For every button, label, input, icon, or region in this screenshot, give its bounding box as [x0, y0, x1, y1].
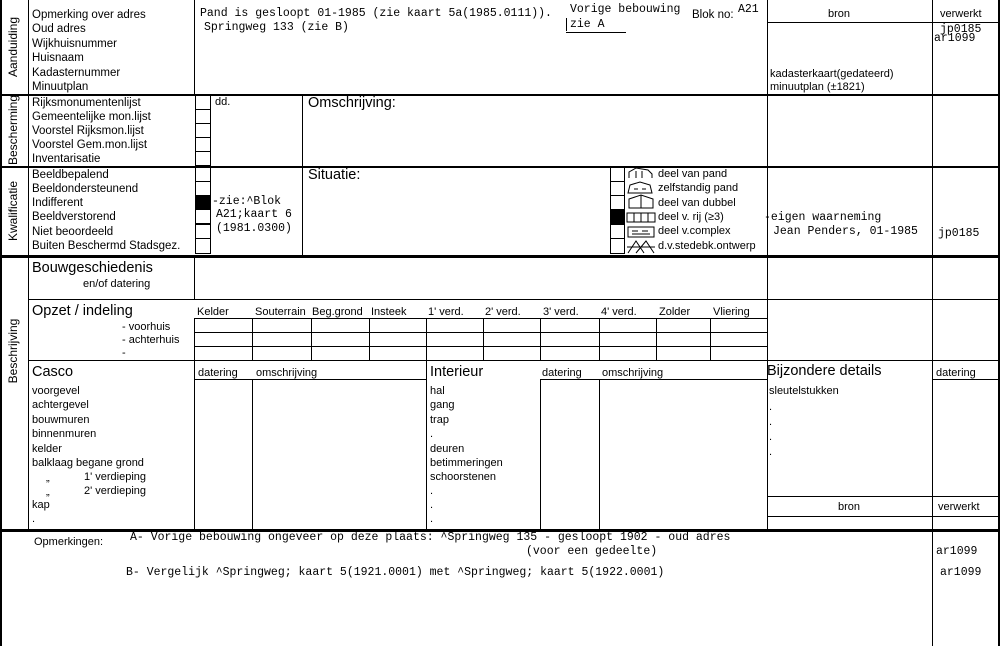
label-opmerking-adres: Opmerking over adres: [32, 9, 146, 21]
interieur-hal: hal: [430, 385, 445, 397]
casco-1-verdieping: 1' verdieping: [84, 471, 147, 483]
bron-kadasterkaart: kadasterkaart(gedateerd): [770, 68, 894, 80]
checkbox-voorstel-rijksmon[interactable]: [195, 123, 211, 138]
casco-ditto-1: „: [46, 472, 50, 484]
bijzondere-dot-2: .: [769, 416, 773, 428]
aanduiding-line2: Springweg 133 (zie B): [204, 21, 349, 34]
opzet-col-zolder: Zolder: [659, 306, 691, 318]
checkbox-voorstel-gem[interactable]: [195, 137, 211, 152]
opzet-row-achterhuis: - achterhuis: [122, 334, 180, 346]
interieur-omschrijving-header: omschrijving: [602, 367, 664, 379]
bijzondere-title: Bijzondere details: [767, 363, 882, 379]
urban-plan-icon: [627, 241, 655, 253]
interieur-dot-3: .: [430, 499, 434, 511]
interieur-dot-1: .: [430, 428, 434, 440]
opmerking-code-1: ar1099: [936, 545, 978, 558]
house-part-icon: [629, 168, 652, 178]
interieur-datering-header: datering: [542, 367, 582, 379]
dd-label: dd.: [215, 96, 231, 108]
label-gemeentelijke: Gemeentelijke mon.lijst: [32, 111, 151, 123]
aanduiding-line1: Pand is gesloopt 01-1985 (zie kaart 5a(1985.0111)).: [200, 7, 552, 20]
opmerking-a-line2: (voor een gedeelte): [526, 545, 658, 558]
opzet-col-kelder: Kelder: [197, 306, 229, 318]
omschrijving-label: Omschrijving:: [308, 95, 396, 111]
label-voorstel-gem: Voorstel Gem.mon.lijst: [32, 139, 148, 151]
bijzondere-datering-header: datering: [936, 367, 976, 379]
checkbox-gemeentelijke[interactable]: [195, 109, 211, 124]
label-rijksmonumentenlijst: Rijksmonumentenlijst: [32, 97, 141, 109]
checkbox-zelfstandig-pand[interactable]: [610, 181, 625, 196]
label-beeldbepalend: Beeldbepalend: [32, 169, 109, 181]
opmerking-code-2: ar1099: [940, 566, 982, 579]
section-label-beschrijving: Beschrijving: [6, 318, 20, 384]
situatie-deel-van-pand: deel van pand: [658, 168, 728, 180]
house-complex-icon: [628, 227, 654, 237]
opzet-col-vliering: Vliering: [713, 306, 750, 318]
situatie-deel-van-dubbel: deel van dubbel: [658, 197, 736, 209]
opmerking-a-line1: A- Vorige bebouwing ongeveer op deze plaats: ^Springweg 135 - gesloopt 1902 - oud adres: [130, 531, 731, 544]
bijzondere-sleutelstukken: sleutelstukken: [769, 385, 839, 397]
opmerkingen-label: Opmerkingen:: [34, 536, 104, 548]
label-beeldverstorend: Beeldverstorend: [32, 211, 116, 223]
casco-binnenmuren: binnenmuren: [32, 428, 97, 440]
bron-header: bron: [828, 8, 851, 20]
bouwgeschiedenis-title: Bouwgeschiedenis: [32, 260, 153, 276]
bijzondere-dot-4: .: [769, 446, 773, 458]
interieur-dot-2: .: [430, 485, 434, 497]
checkbox-rijksmonumentenlijst[interactable]: [195, 95, 211, 110]
interieur-title: Interieur: [430, 364, 484, 380]
situatie-stedebk-ontwerp: d.v.stedebk.ontwerp: [658, 240, 756, 252]
casco-title: Casco: [32, 364, 74, 380]
situatie-deel-v-rij: deel v. rij (≥3): [658, 211, 724, 223]
checkbox-beeldverstorend[interactable]: [195, 209, 211, 224]
aanduiding-line1b: Vorige bebouwing: [570, 3, 681, 16]
label-buiten-beschermd: Buiten Beschermd Stadsgez.: [32, 240, 181, 252]
checkbox-inventarisatie[interactable]: [195, 151, 211, 166]
opzet-col-3-verd: 3' verd.: [543, 306, 579, 318]
situatie-icons: [626, 167, 656, 255]
situatie-label: Situatie:: [308, 167, 361, 183]
bijzondere-dot-1: .: [769, 401, 773, 413]
interieur-deuren: deuren: [430, 443, 465, 455]
kwal-note-2: A21;kaart 6: [216, 208, 292, 221]
checkbox-beeldbepalend[interactable]: [195, 167, 211, 182]
label-niet-beoordeeld: Niet beoordeeld: [32, 226, 114, 238]
situatie-zelfstandig-pand: zelfstandig pand: [658, 182, 739, 194]
opzet-title: Opzet / indeling: [32, 303, 133, 319]
house-double-icon: [629, 195, 653, 208]
opzet-col-souterrain: Souterrain: [255, 306, 306, 318]
section-label-aanduiding: Aanduiding: [6, 16, 20, 78]
verwerkt-code-1: jp0185: [940, 23, 982, 36]
casco-2-verdieping: 2' verdieping: [84, 485, 147, 497]
casco-achtergevel: achtergevel: [32, 399, 89, 411]
blok-value: A21: [738, 3, 759, 16]
casco-omschrijving-header: omschrijving: [256, 367, 318, 379]
aanduiding-zie-a: zie A: [566, 18, 605, 31]
label-wijkhuisnummer: Wijkhuisnummer: [32, 38, 117, 50]
opzet-col-2-verd: 2' verd.: [485, 306, 521, 318]
label-indifferent: Indifferent: [32, 197, 83, 209]
eigen-waarneming: -eigen waarneming: [764, 211, 882, 224]
label-minuutplan: Minuutplan: [32, 81, 89, 93]
checkbox-deel-v-complex[interactable]: [610, 224, 625, 239]
checkbox-buiten-beschermd[interactable]: [195, 238, 211, 254]
checkbox-niet-beoordeeld[interactable]: [195, 224, 211, 239]
casco-datering-header: datering: [198, 367, 238, 379]
section-label-bescherming: Bescherming: [6, 94, 20, 166]
verwerkt-header: verwerkt: [940, 8, 982, 20]
checkbox-deel-van-dubbel[interactable]: [610, 195, 625, 210]
eigen-code: jp0185: [938, 227, 980, 240]
opzet-col-beg-grond: Beg.grond: [312, 306, 363, 318]
kwal-note-3: (1981.0300): [216, 222, 292, 235]
blok-label: Blok no:: [692, 9, 734, 21]
checkbox-beeldondersteunend[interactable]: [195, 181, 211, 196]
checkbox-deel-v-rij-checked[interactable]: [610, 209, 625, 224]
house-row-icon: [627, 213, 655, 222]
checkbox-deel-van-pand[interactable]: [610, 167, 625, 182]
label-voorstel-rijksmon: Voorstel Rijksmon.lijst: [32, 125, 144, 137]
interieur-schoorstenen: schoorstenen: [430, 471, 497, 483]
casco-bouwmuren: bouwmuren: [32, 414, 90, 426]
label-oud-adres: Oud adres: [32, 23, 86, 35]
interieur-dot-4: .: [430, 513, 434, 525]
section-label-kwalificatie: Kwalificatie: [6, 180, 20, 242]
interieur-gang: gang: [430, 399, 455, 411]
opzet-col-insteek: Insteek: [371, 306, 407, 318]
bouwgeschiedenis-sub: en/of datering: [83, 278, 151, 290]
opzet-row-voorhuis: - voorhuis: [122, 321, 171, 333]
casco-balklaag: balklaag begane grond: [32, 457, 144, 469]
kwal-note-1: -zie:^Blok: [212, 195, 282, 208]
bron-header-2: bron: [838, 501, 861, 513]
checkbox-stedebk-ontwerp[interactable]: [610, 238, 625, 254]
casco-ditto-2: „: [46, 486, 50, 498]
label-inventarisatie: Inventarisatie: [32, 153, 101, 165]
casco-kap: kap: [32, 499, 50, 511]
opzet-col-1-verd: 1' verd.: [428, 306, 464, 318]
situatie-deel-v-complex: deel v.complex: [658, 225, 731, 237]
verwerkt-header-2: verwerkt: [938, 501, 980, 513]
bron-minuutplan: minuutplan (±1821): [770, 81, 865, 93]
verwerkt-code-2: ar1099: [934, 32, 976, 45]
opzet-col-4-verd: 4' verd.: [601, 306, 637, 318]
eigen-penders: Jean Penders, 01-1985: [773, 225, 918, 238]
label-huisnaam: Huisnaam: [32, 52, 84, 64]
label-kadasternummer: Kadasternummer: [32, 67, 121, 79]
zie-a-underline: [566, 32, 626, 33]
label-beeldondersteunend: Beeldondersteunend: [32, 183, 139, 195]
casco-dot: .: [32, 513, 36, 525]
casco-voorgevel: voorgevel: [32, 385, 80, 397]
house-standalone-icon: [628, 182, 652, 193]
checkbox-indifferent-checked[interactable]: [195, 195, 211, 210]
interieur-trap: trap: [430, 414, 449, 426]
casco-kelder: kelder: [32, 443, 62, 455]
bijzondere-dot-3: .: [769, 431, 773, 443]
interieur-betimmeringen: betimmeringen: [430, 457, 503, 469]
opzet-row-empty: -: [122, 347, 126, 359]
opmerking-b: B- Vergelijk ^Springweg; kaart 5(1921.0001) met ^Springweg; kaart 5(1922.0001): [126, 566, 665, 579]
